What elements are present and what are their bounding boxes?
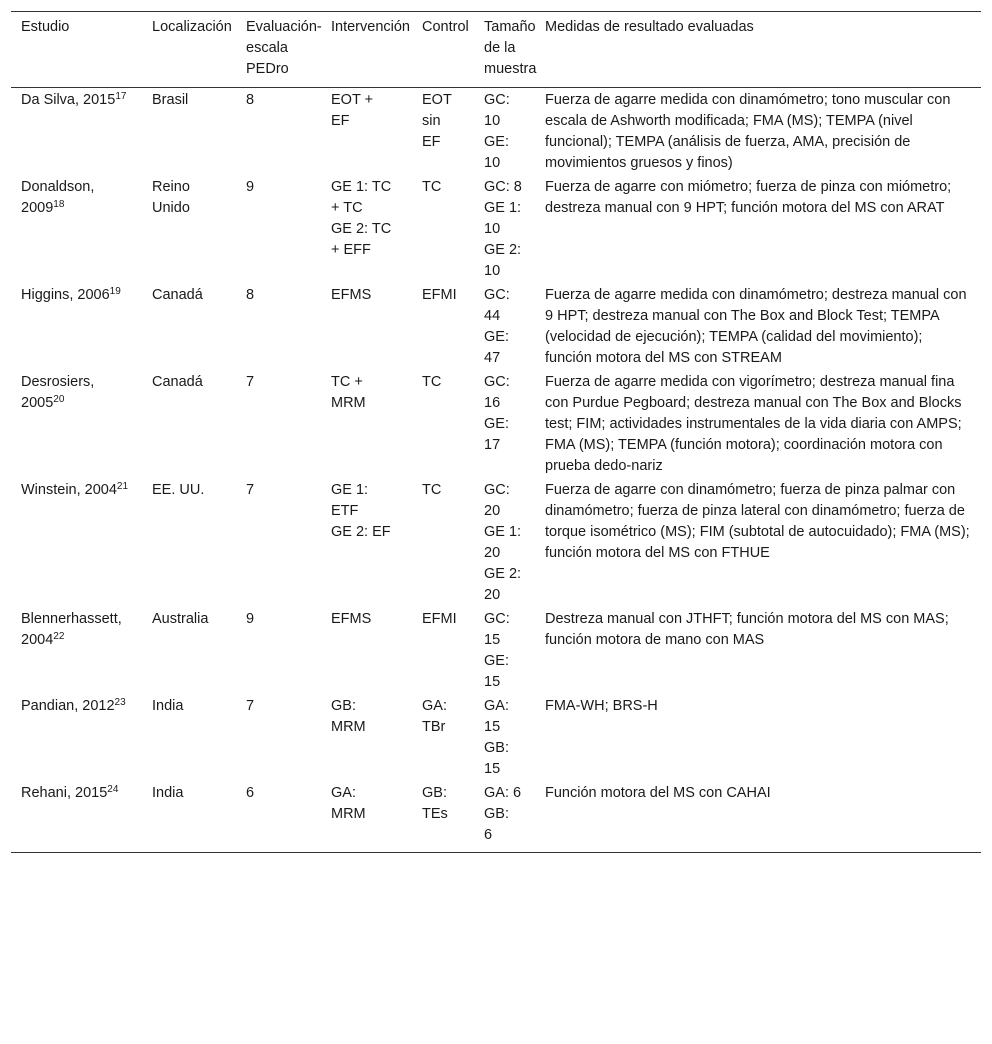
sample-size-cell-line: 10: [484, 221, 501, 237]
reference-number: 18: [53, 199, 65, 210]
reference-number: 21: [116, 481, 129, 492]
study-cell: [11, 607, 142, 694]
sample-size-cell-line: GB:: [484, 806, 509, 822]
control-cell-line: GA:: [422, 698, 447, 714]
header-pedro: Evaluación-escala PEDro: [236, 12, 321, 88]
control-cell: [412, 175, 474, 283]
intervention-cell-line: MRM: [331, 806, 366, 822]
intervention-cell: [321, 175, 412, 283]
sample-size-cell-line: GC:: [484, 611, 510, 627]
sample-size-cell-line: GC:: [484, 482, 510, 498]
study-cell: [11, 370, 142, 478]
control-cell: [412, 694, 474, 781]
table-body: [11, 88, 981, 853]
intervention-cell-line: GE 1:: [331, 482, 369, 498]
control-cell-line: TEs: [422, 806, 448, 822]
table-row: [11, 175, 981, 283]
sample-size-cell-line: GE 2:: [484, 566, 522, 582]
sample-size-cell: [474, 781, 535, 853]
reference-number: 20: [53, 394, 65, 405]
control-cell-line: sin: [422, 113, 441, 129]
location-cell: Brasil: [152, 92, 189, 108]
study-cell: [11, 781, 142, 853]
location-cell: Reino Unido: [152, 179, 190, 216]
sample-size-cell-line: 15: [484, 761, 501, 777]
sample-size-cell-line: 15: [484, 719, 501, 735]
sample-size-cell-line: GE:: [484, 416, 509, 432]
intervention-cell-line: EFMS: [331, 611, 372, 627]
sample-size-cell-line: GA:: [484, 698, 509, 714]
outcomes-cell: Función motora del MS con CAHAI: [535, 781, 981, 853]
pedro-score-cell: 9: [246, 611, 255, 627]
study-cell: [11, 283, 142, 370]
study-name: Higgins, 2006: [21, 287, 110, 303]
intervention-cell-line: TC +: [331, 374, 363, 390]
intervention-cell-line: ETF: [331, 503, 359, 519]
control-cell: [412, 478, 474, 607]
pedro-score-cell: 7: [246, 698, 255, 714]
intervention-cell-line: GE 1: TC: [331, 179, 392, 195]
sample-size-cell-line: GA: 6: [484, 785, 522, 801]
pedro-score-cell: 8: [246, 92, 255, 108]
outcomes-cell: Destreza manual con JTHFT; función motora del MS con MAS; función motora de mano con MAS: [545, 611, 949, 648]
reference-number: 22: [53, 631, 65, 642]
pedro-score-cell: 7: [246, 374, 255, 390]
reference-number: 23: [114, 697, 126, 708]
control-cell: [412, 370, 474, 478]
sample-size-cell-line: GE:: [484, 653, 509, 669]
control-cell: [412, 607, 474, 694]
intervention-cell: [321, 283, 412, 370]
sample-size-cell-line: 10: [484, 263, 501, 279]
control-cell: [412, 283, 474, 370]
control-cell-line: EOT: [422, 92, 452, 108]
control-cell-line: TC: [422, 482, 442, 498]
intervention-cell: [321, 781, 412, 853]
pedro-score-cell: 6: [236, 781, 321, 853]
table-row: [11, 88, 981, 176]
sample-size-cell: [474, 370, 535, 478]
table-row: [11, 370, 981, 478]
header-estudio: Estudio: [11, 12, 142, 88]
intervention-cell-line: GA:: [331, 785, 356, 801]
sample-size-cell: [474, 478, 535, 607]
intervention-cell-line: EFMS: [331, 287, 372, 303]
outcomes-cell: Fuerza de agarre con dinamómetro; fuerza de pinza palmar con dinamómetro; fuerza de pinza lateral con dinamómetro; fuerza de torque isométrico (MS); FIM (subtotal de autocuidado); FMA (MS); función motora del MS con FTHUE: [545, 482, 970, 561]
location-cell: India: [152, 698, 184, 714]
sample-size-cell-line: 10: [484, 155, 501, 171]
sample-size-cell-line: GE 2:: [484, 242, 522, 258]
intervention-cell-line: MRM: [331, 719, 366, 735]
study-cell: [11, 694, 142, 781]
intervention-cell: [321, 694, 412, 781]
sample-size-cell: [474, 694, 535, 781]
control-cell: [412, 88, 474, 176]
control-cell: [412, 781, 474, 853]
study-name: Blennerhassett, 2004: [21, 611, 122, 648]
location-cell: Canadá: [152, 374, 203, 390]
control-cell-line: EFMI: [422, 287, 457, 303]
intervention-cell-line: + TC: [331, 200, 363, 216]
outcomes-cell: Fuerza de agarre medida con vigorímetro; destreza manual fina con Purdue Pegboard; destreza manual con The Box and Blocks test; FIM; actividades instrumentales de la vida diaria con AMPS; FMA (MS); TEMPA (función motora); coordinación motora con prueba dedo-nariz: [545, 374, 962, 474]
studies-table: [11, 11, 981, 853]
study-cell: [11, 88, 142, 176]
intervention-cell-line: EF: [331, 113, 350, 129]
pedro-score-cell: 9: [246, 179, 255, 195]
intervention-cell-line: GE 2: EF: [331, 524, 391, 540]
location-cell: Canadá: [152, 287, 203, 303]
sample-size-cell: [474, 607, 535, 694]
sample-size-cell-line: GC:: [484, 287, 510, 303]
control-cell-line: EFMI: [422, 611, 457, 627]
reference-number: 17: [115, 91, 127, 102]
header-localizacion: Localización: [142, 12, 236, 88]
sample-size-cell-line: GC:: [484, 92, 510, 108]
location-cell: EE. UU.: [152, 482, 205, 498]
table-row: [11, 694, 981, 781]
reference-number: 24: [107, 784, 119, 795]
control-cell-line: TC: [422, 374, 442, 390]
location-cell: Australia: [152, 611, 209, 627]
intervention-cell-line: GB:: [331, 698, 356, 714]
sample-size-cell-line: 20: [484, 545, 501, 561]
sample-size-cell-line: 15: [484, 674, 501, 690]
sample-size-cell-line: 10: [484, 113, 501, 129]
intervention-cell: [321, 607, 412, 694]
study-name: Desrosiers, 2005: [21, 374, 95, 411]
study-name: Rehani, 2015: [21, 785, 108, 801]
intervention-cell: [321, 370, 412, 478]
header-row: [11, 12, 981, 88]
outcomes-cell: Fuerza de agarre con miómetro; fuerza de pinza con miómetro; destreza manual con 9 HPT; función motora del MS con ARAT: [545, 179, 952, 216]
intervention-cell-line: EOT +: [331, 92, 374, 108]
intervention-cell-line: GE 2: TC: [331, 221, 392, 237]
intervention-cell: [321, 478, 412, 607]
study-cell: [11, 478, 142, 607]
outcomes-cell: Fuerza de agarre medida con dinamómetro; tono muscular con escala de Ashworth modificada; FMA (MS); TEMPA (nivel funcional); TEMPA (análisis de fuerza, AMA, precisión de movimientos gruesos y finos): [545, 92, 951, 171]
control-cell-line: TC: [422, 179, 442, 195]
study-name: Winstein, 2004: [21, 482, 117, 498]
control-cell-line: EF: [422, 134, 441, 150]
outcomes-cell: FMA-WH; BRS-H: [545, 698, 658, 714]
sample-size-cell: [474, 175, 535, 283]
table-row: [11, 283, 981, 370]
intervention-cell: [321, 88, 412, 176]
table-header: [11, 12, 981, 88]
table-row: [11, 781, 981, 853]
table-row: [11, 478, 981, 607]
sample-size-cell-line: GC:: [484, 374, 510, 390]
control-cell-line: TBr: [422, 719, 446, 735]
sample-size-cell: [474, 283, 535, 370]
sample-size-cell-line: 15: [484, 632, 501, 648]
sample-size-cell-line: GB:: [484, 740, 509, 756]
outcomes-cell: Fuerza de agarre medida con dinamómetro; destreza manual con 9 HPT; destreza manual con The Box and Block Test; TEMPA (velocidad de ejecución); TEMPA (calidad del movimiento); función motora del MS con STREAM: [545, 287, 967, 366]
header-medidas: Medidas de resultado evaluadas: [535, 12, 981, 88]
sample-size-cell-line: GC: 8: [484, 179, 522, 195]
sample-size-cell-line: GE:: [484, 329, 509, 345]
sample-size-cell: [474, 88, 535, 176]
study-name: Da Silva, 2015: [21, 92, 116, 108]
sample-size-cell-line: 20: [484, 503, 501, 519]
pedro-score-cell: 7: [246, 482, 255, 498]
control-cell-line: GB:: [422, 785, 447, 801]
header-tamano: Tamaño de la muestra: [474, 12, 535, 88]
intervention-cell-line: + EFF: [331, 242, 371, 258]
study-name: Donaldson, 2009: [21, 179, 95, 216]
sample-size-cell-line: 47: [484, 350, 501, 366]
reference-number: 19: [109, 286, 121, 297]
sample-size-cell-line: 17: [484, 437, 501, 453]
study-cell: [11, 175, 142, 283]
sample-size-cell-line: GE 1:: [484, 200, 522, 216]
header-intervencion: Intervención: [321, 12, 412, 88]
sample-size-cell-line: 16: [484, 395, 501, 411]
sample-size-cell-line: GE:: [484, 134, 509, 150]
intervention-cell-line: MRM: [331, 395, 366, 411]
sample-size-cell-line: 20: [484, 587, 501, 603]
sample-size-cell-line: 44: [484, 308, 501, 324]
sample-size-cell-line: GE 1:: [484, 524, 522, 540]
study-name: Pandian, 2012: [21, 698, 115, 714]
sample-size-cell-line: 6: [484, 827, 493, 843]
location-cell: India: [142, 781, 236, 853]
table-row: [11, 607, 981, 694]
pedro-score-cell: 8: [246, 287, 255, 303]
header-control: Control: [412, 12, 474, 88]
